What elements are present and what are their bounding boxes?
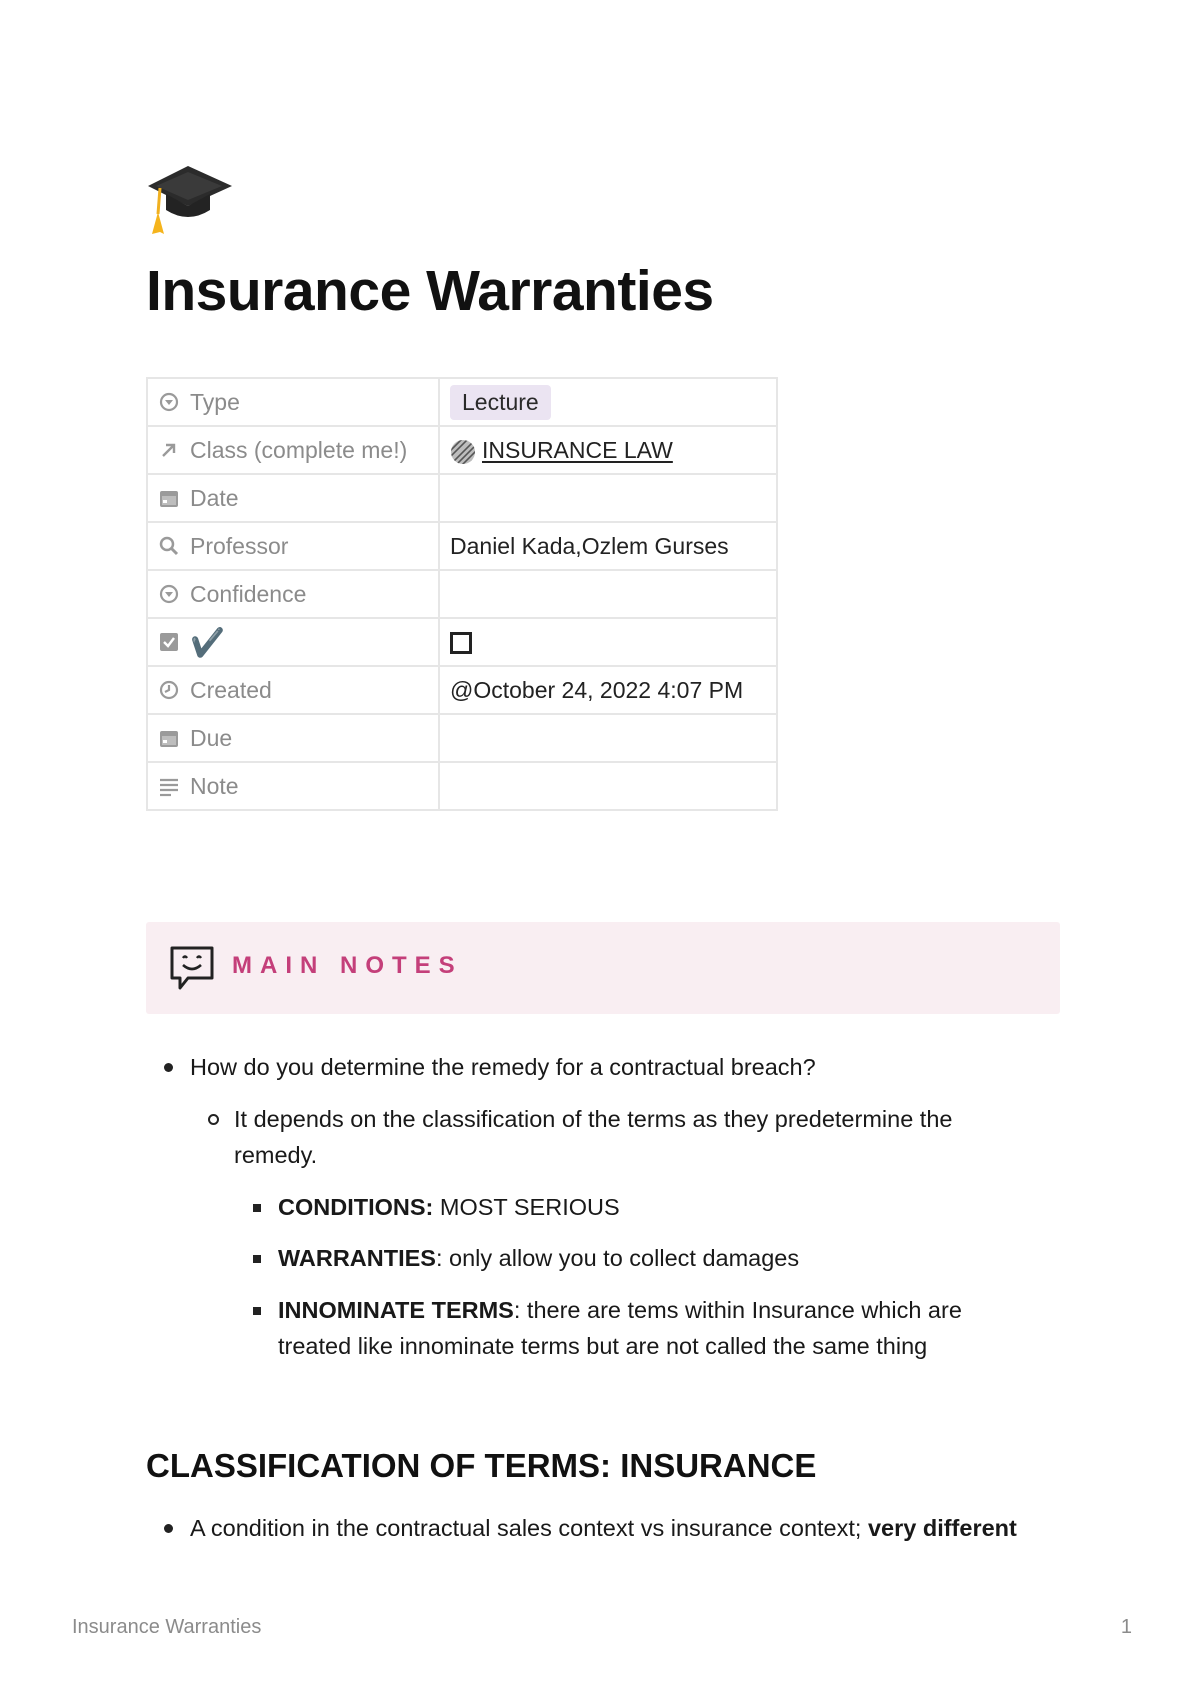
- select-icon: [158, 583, 180, 605]
- page-title: Insurance Warranties: [146, 259, 714, 323]
- term-label: CONDITIONS:: [278, 1194, 434, 1220]
- property-row-date: [147, 474, 777, 522]
- term-types-list: [278, 1240, 1038, 1276]
- list-item: [190, 1510, 1090, 1546]
- properties-table: [146, 377, 778, 811]
- property-label: Professor: [190, 532, 289, 559]
- classification-list: [190, 1510, 1090, 1546]
- item-text: A condition in the contractual sales context vs insurance context;: [190, 1515, 868, 1541]
- term-text: MOST SERIOUS: [433, 1194, 620, 1220]
- calendar-icon: [158, 487, 180, 509]
- search-icon: [158, 535, 180, 557]
- property-row-class: [147, 426, 777, 474]
- relation-arrow-icon: [158, 439, 180, 461]
- class-relation-link[interactable]: INSURANCE LAW: [482, 436, 673, 463]
- done-checkbox[interactable]: [450, 632, 472, 654]
- property-row-professor: [147, 522, 777, 570]
- clock-icon: [158, 679, 180, 701]
- item-emphasis: very different: [867, 1515, 1017, 1541]
- property-label: Confidence: [190, 580, 307, 607]
- property-label: Date: [190, 484, 239, 511]
- property-row-created: [147, 666, 777, 714]
- property-row-note: [147, 762, 777, 810]
- confidence-value[interactable]: [439, 570, 777, 618]
- notes-sublist: [234, 1101, 1024, 1173]
- term-types-list: [278, 1292, 1028, 1364]
- calendar-icon: [158, 727, 180, 749]
- term-text: : only allow you to collect damages: [435, 1245, 800, 1271]
- type-tag[interactable]: Lecture: [450, 385, 551, 420]
- graduation-cap-icon: [148, 162, 238, 242]
- property-label: Note: [190, 772, 239, 799]
- footer-title: Insurance Warranties: [72, 1616, 262, 1638]
- property-label: Created: [190, 676, 272, 703]
- checkbox-icon: [158, 631, 180, 653]
- list-item-conditions: [278, 1189, 1038, 1225]
- term-text: : there are tems within Insurance which are treated like innominate terms but are not called the same thing: [278, 1297, 962, 1359]
- section-heading: CLASSIFICATION OF TERMS: INSURANCE: [146, 1447, 817, 1484]
- notes-list: [190, 1049, 1070, 1085]
- term-label: WARRANTIES: [278, 1245, 436, 1271]
- created-value: @October 24, 2022 4:07 PM: [439, 666, 777, 714]
- property-row-check: [147, 618, 777, 666]
- list-item: How do you determine the remedy for a contractual breach?: [190, 1049, 1070, 1085]
- professor-value[interactable]: Daniel Kada,Ozlem Gurses: [439, 522, 777, 570]
- page-number: 1: [1120, 1616, 1132, 1638]
- term-label: INNOMINATE TERMS: [278, 1297, 514, 1323]
- property-label: ✔️: [190, 626, 225, 658]
- property-label: Due: [190, 724, 233, 751]
- list-item-warranties: [278, 1240, 1038, 1276]
- callout-title: MAIN NOTES: [232, 952, 463, 979]
- date-value[interactable]: [439, 474, 777, 522]
- list-item-innominate: [278, 1292, 1028, 1364]
- property-row-type: [147, 378, 777, 426]
- note-value[interactable]: [439, 762, 777, 810]
- property-label: Class (complete me!): [190, 436, 408, 463]
- property-row-due: [147, 714, 777, 762]
- list-item: It depends on the classification of the terms as they predetermine the remedy.: [234, 1101, 1024, 1173]
- text-lines-icon: [158, 775, 180, 797]
- smiley-speech-bubble-icon: [168, 944, 216, 992]
- due-value[interactable]: [439, 714, 777, 762]
- hatched-circle-icon: [450, 439, 472, 461]
- property-row-confidence: [147, 570, 777, 618]
- term-types-list: [278, 1189, 1038, 1225]
- main-notes-callout: [146, 922, 1060, 1014]
- select-icon: [158, 391, 180, 413]
- property-label: Type: [190, 388, 240, 415]
